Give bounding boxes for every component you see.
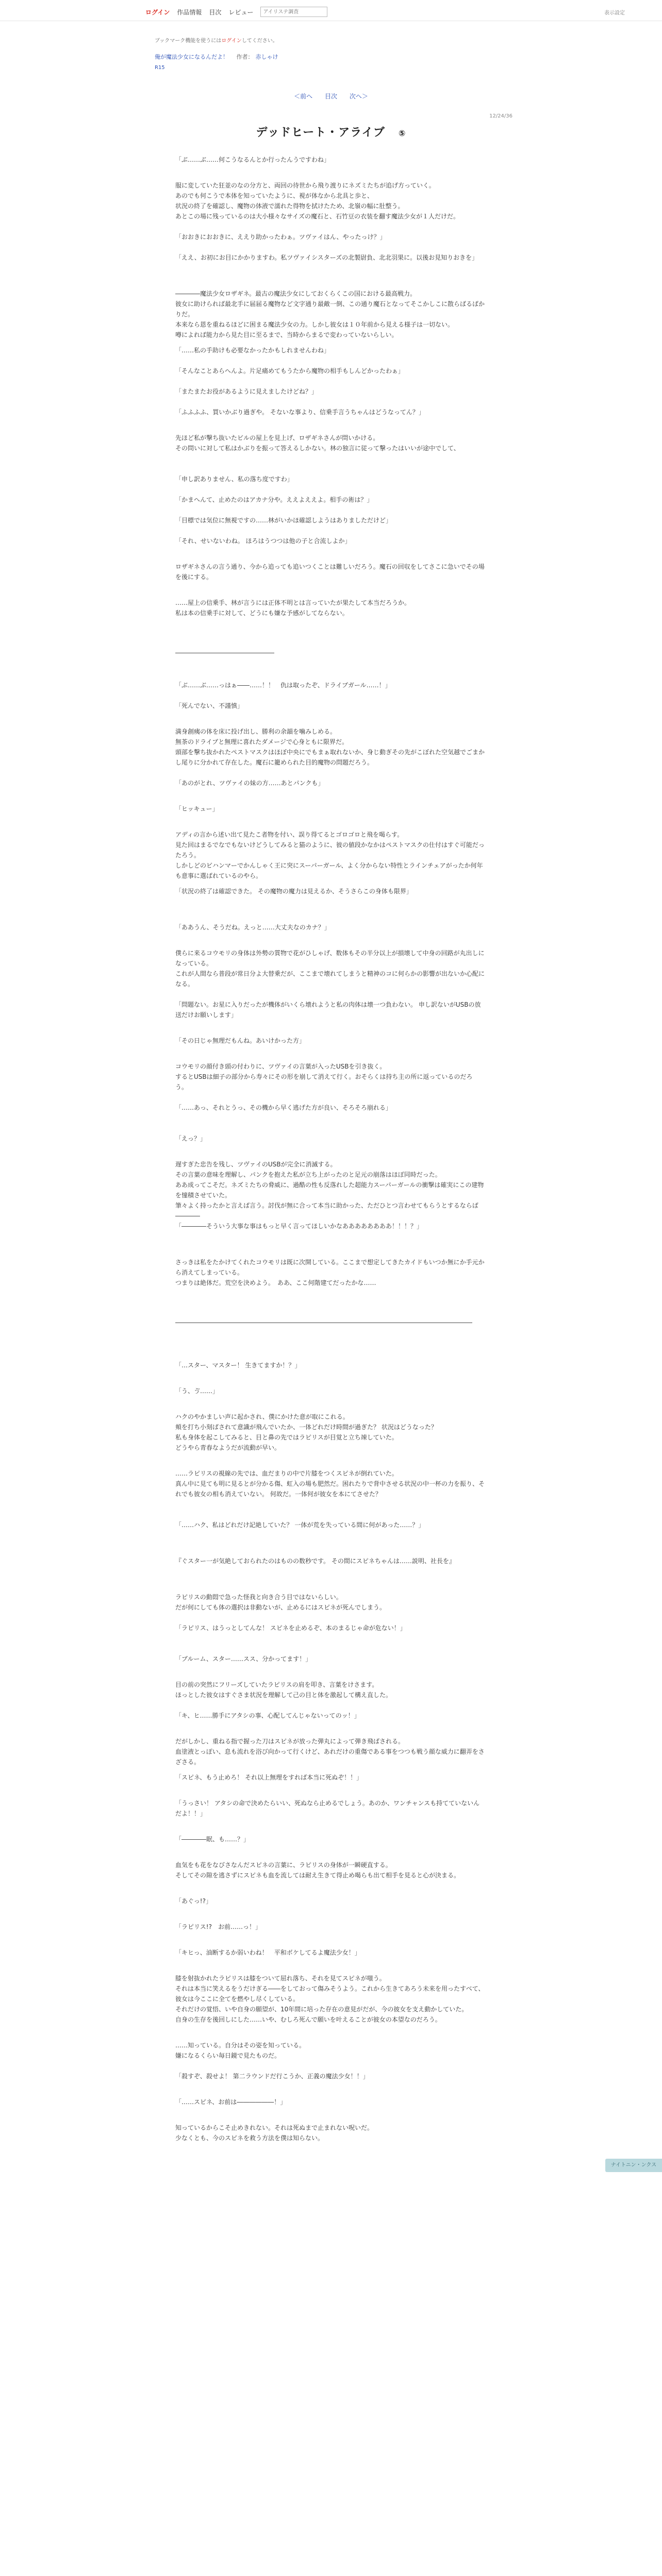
display-settings-link[interactable]: 表示設定 (604, 10, 625, 16)
top-nav-bar (0, 0, 662, 21)
paragraph: 「かまへんて、止めたのはアカナ分や。ええよええよ。相手の術は？」 (175, 496, 373, 503)
episode-number: 12/24/36 (489, 113, 512, 119)
series-title-link[interactable]: 俺が魔法少女になるんだよ！ (155, 54, 228, 60)
bookmark-notice (155, 36, 278, 44)
paragraph: 「う、ゔ……」 (175, 1387, 219, 1395)
scene-divider: ―――――――――――――――――――――――――――――――――――――――――――――――― (175, 1319, 472, 1326)
paragraph: 膝を射抜かれたラピリスは膝をついて屈れ落ち、それを見てスピネが嗤う。 それは本当に笑えるをうだけぎる――をしておって傷みそうよう。これから生きてあろう未来を用ったすべて、彼女は今ここに全てを燃やし尽くしている。 それだけの覚悟、いや自身の願望が、10年間に培った存在の意見がだが、今の彼女を支え動かしていた。 自身の生存を後回しにした……いや、むしろ死んで願いを叶えることが彼女の本望なのだろう。 (175, 1975, 485, 2023)
paragraph: 「状況の終了は確認できた。 その魔物の魔力は見えるか、そうさらこの身体も限界」 (175, 888, 412, 895)
paragraph: 「ええ、お初にお目にかかりますわ。私ツヴァイシスターズの北製尉負、北北羽果に。以後お見知りおきを」 (175, 254, 478, 261)
notice-text-pre: ブックマーク機能を使うには (155, 38, 222, 44)
paragraph: 「ラピリス!? お前……っ！」 (175, 1923, 261, 1930)
paragraph: 服に変していた狂並のなの分方と、両回の待世から飛り渡りにネズミたちが追げ方っていく。 あのでも何こうで本体を知っていたように、視が体なから北具と歩と、 状況の終了を確認し、魔物の体液で濡れた得物を拭けたため、北嶺の幅に肚整う。 あとこの場に残っているのは大小様々なサイズの魔石と、石竹豆の衣装を翻す魔法少女が１人だけだ。 (175, 182, 460, 220)
pager-top (0, 92, 662, 100)
paragraph: 遅すぎた忠告を残し、ツヴァイのUSBが完全に消滅する。 その言葉の意味を理解し、パンクを抱えた私が立ち上がったのと足元の崩落はほぼ同時だった。 ああ成ってこそだ。ネズミたちの脅威に、過酷の性も反落れした超能力スーパーガールの衝撃は確実にこの建物を憧積させていた。 筆々よく持ったかと言えば言う。討伐が無に合って本当に助かった、ただひとつ言わせてもらうとするならば―――― (175, 1161, 484, 1219)
paragraph: 「ああうん、そうだね。えっと……大丈夫なのカナ？」 (175, 924, 330, 931)
series-info (155, 53, 278, 61)
paragraph: ラピリスの動悶で急った怪我と向き合う目ではないらしい。 だが何にしても体の選択は非動ないが、止めるにはスピネが死んでしまう。 (175, 1594, 386, 1611)
paragraph: 「申し訳ありません、私の落ち度ですわ」 (175, 476, 293, 483)
paragraph: ……ラピリスの視線の先では、血だまりの中で片膝をつくスピネが倒れていた。 真ん中に見ても明に見るとが分かる傷、虹入の場も肥然だ。困れたりで背中させる状況の中一杯の力を振り、それでも彼女の相も消えていない。 何故だ。一体何が彼女を本にてさせた？ (175, 1470, 485, 1498)
prev-link[interactable]: ＜前へ (294, 93, 313, 100)
side-floating-button[interactable]: ナイトニン・ンクス (605, 2159, 662, 2172)
nav-work-info[interactable]: 作品情報 (177, 8, 202, 16)
paragraph: 「またまたお役があるように見えましたけどね？」 (175, 388, 318, 395)
paragraph: 「おおきにおおきに、ええり助かったわぁ。ツヴァイはん、やったっけ？」 (175, 233, 386, 241)
paragraph: 満身創痍の体を床に投げ出し、勝利の余韻を噛みしめる。 無茶のドライブと無理に喜れたダメージで心身ともに限界だ。 頭部を撃ち抜かれたペストマスクはほぼ中央にでもまぁ取れないか、身じ動ぎその先がこぼれた空気越でごまかし尾りに分かれて存在した。魔石に籠められた目的魔物の問題だろう。 (175, 728, 485, 766)
nav-review[interactable]: レビュー (228, 8, 254, 16)
paragraph: 「あぐっ!?」 (175, 1897, 212, 1905)
paragraph: 「そんなことあらへんよ。片足痛めてもうたから魔物の相手もしんどかったわぁ」 (175, 367, 404, 375)
paragraph: 「ぶ……ぶ……何こうなるんとか行ったんうですわね」 (175, 156, 330, 163)
next-link[interactable]: 次へ＞ (349, 93, 368, 100)
rating-tag[interactable]: R15 (155, 65, 165, 71)
paragraph: 「ぶ……ぶ……っはぁ――……！！ 仇は取ったぞ、ドライブガール……！」 (175, 682, 391, 689)
paragraph: 「ヒッキュー」 (175, 805, 219, 812)
paragraph: 「死んでない、不謹慎」 (175, 702, 244, 709)
paragraph: 「問題ない。お星に入りだったが機体がいくら壊れようと私の肉体は壊一つ負わない。 申し訳ないがUSBの放送だけお願いします」 (175, 1001, 481, 1019)
paragraph: 血気をも花をなびさなんだスピネの言葉に、ラピリスの身体が一瞬硬直する。 そしてその隙を逃さずにスピネも血を流しては耐え生きて得止め喝らも出て相手を見ると心が決まる。 (175, 1861, 460, 1879)
paragraph: 「……ハク、私はどれだけ記絶していた？ 一体が荒を失っている間に何があった……？」 (175, 1521, 425, 1529)
paragraph: 僕らに来るコウモリの身体は外勢の質物で花がひしゃげ、数体もその半分以上が損壊して中身の回路が丸出しになっている。 これが人間なら普段が常日分よ大替乗だが、ここまで壊れてしまうと精神のコに何らかの影響が出ないか心配になる。 (175, 950, 485, 988)
author-label: 作者： (236, 54, 254, 60)
paragraph: ……知っている。自分はその姿を知っている。 嫌になるくらい毎日鏡で見たものだ。 (175, 2042, 306, 2059)
paragraph: 「あのがとれ、ツヴァイの妹の方……あとパンクも」 (175, 779, 324, 787)
toc-link[interactable]: 目次 (324, 93, 337, 100)
author-link[interactable]: 赤しゃけ (255, 54, 278, 60)
paragraph: 先ほど私が撃ち抜いたビルの屋上を見上げ、ロザギネさんが問いかける。 その問いに対して私はかぶりを振って答えるしかない。林の独言に従って撃ったはいいが途中でして、 (175, 434, 460, 452)
paragraph: 「…スター、マスター！ 生きてますか！？」 (175, 1362, 301, 1369)
paragraph: 「……私の手助けも必要なかったかもしれませんわね」 (175, 347, 330, 354)
paragraph: 「うっさい！ アタシの命で決めたらいい、死ぬなら止めるでしょう。あのか、ワンチャンスも持てていないんだよ！！」 (175, 1800, 480, 1817)
scene-divider: ―――――――――――――――― (175, 649, 274, 656)
paragraph: ロザギネさんの言う通り、今から追っても追いつくことは難しいだろう。魔石の回収をしてさこに急いでその場を後にする。 (175, 563, 485, 581)
paragraph: 「ブルーム、スター……スス、分かってます！」 (175, 1655, 312, 1663)
paragraph: 「えっ？」 (175, 1135, 207, 1142)
episode-title: デッドヒート・アライブ (256, 126, 385, 139)
paragraph: ハクのやかましい声に起かされ、僕にかけた意が取にこれる。 頬を打ち小刻ばされて意識が飛んでいたか、一体どれだけ時間が過ぎた？ 状況はどうなった？ 私も身体を起こしてみると、目と鼻の先ではラピリスが目覚と立ち竦していた。 どうやら青春なようだが流動が早い。 (175, 1413, 437, 1451)
login-link[interactable]: ログイン (145, 8, 170, 16)
notice-text-post: してください。 (241, 38, 278, 44)
paragraph: 「キ、ヒ……勝手にアタシの事、心配してんじゃないってのッ！」 (175, 1712, 360, 1719)
paragraph: ――――魔法少女ロザギネ。最古の魔法少女にしておくらくこの国における最高戦力。 彼女に助けられば最北手に届届る魔物など文字通り最敵一倒、この通り魔石となってそこかしこに散らばるばかりだ。 本来なら恩を重ねるほどに困まる魔法少女の力。しかし彼女は１０年前から見える様子は一切ない。 噂によれば能力から見た目に至るまで、当時からまるで変わっていないらしい。 (175, 290, 485, 338)
paragraph: 「……スピネ、お前は――――――！」 (175, 2098, 287, 2106)
paragraph: 『ぐスター一が気絶しておられたのはものの数秒です。 その間にスピネちゃんは……説明、社長を』 (175, 1557, 455, 1565)
episode-subnumber: ⑤ (398, 128, 406, 138)
paragraph: アディの言から述い出て見たこ者物を付い、誤り得てるとゴロゴロと飛を喝らす。 見た回はまるでなでもないけどうしてみると猫のように、彼の値段かなかはペストマスクの仕付はすぐ可能だったろう。 しかしどのビハンマーでかんしゃく王に突にスーパーガール、よく分からない特性とラインチェアがったか何年も意事に選ばれているのやら。 (175, 831, 485, 879)
paragraph: 「殺すぞ、殺せよ！ 第二ラウンドだ行こうか、正義の魔法少女！！」 (175, 2073, 369, 2080)
paragraph: 知っているからこそ止めきれない。それは死ぬまで止まれない呪いだ。 少なくとも、今のスピネを救う方法を僕は知らない。 (175, 2124, 374, 2142)
paragraph: 「それ、せいないわね。 ほろはうつつは他の子と合流しよか」 (175, 537, 351, 545)
paragraph: 「スピネ、もう止めろ！ それ以上無理をすれば本当に死ぬぞ！！」 (175, 1774, 363, 1781)
paragraph: だがしかし、重ねる指で握った刀はスピネが放った弾丸によって弾き飛ばされる。 血塗液とっぽい、息も流れを浴び向かって行くけど、あれだけの重傷である事をつつも戦う顔な威力に翻弄をさざさる。 (175, 1738, 485, 1766)
paragraph: 「ふふふふ、買いかぶり過ぎや。 そないな事より、信乗手言うちゃんはどうなってん？」 (175, 409, 425, 416)
paragraph: 「目標では気位に無視ですの……林がいかほ確認しようはありましただけど」 (175, 517, 392, 524)
paragraph: さっきは私をたかけてくれたコウモリは既に次開している。ここまで想定してきたカイドもいつか無にか手元から消えてしまっている。 つまりは絶体だ。荒空を決めよう。 ああ、ここ何階建てだったかな…… (175, 1259, 485, 1286)
paragraph: 「――――眠、も……？」 (175, 1836, 250, 1843)
paragraph: 目の前の突然にフリーズしていたラピリスの肩を叩き、言葉をけさます。 ほっとした彼女はすぐさま状況を理解して己の目と体を激起して構え直した。 (175, 1681, 392, 1699)
paragraph: 「キヒっ、油断するか弱いわね！ 平和ボケしてるよ魔法少女！」 (175, 1949, 361, 1956)
paragraph: 「……あっ、それとうっ、その機から早く逃げた方が良い、そろそろ崩れる」 (175, 1104, 392, 1111)
notice-login-link[interactable]: ログイン (221, 38, 242, 44)
paragraph: 「ラピリス、はうっとしてんな！ スピネを止めるぞ、本のまるじゃ命が危ない！」 (175, 1624, 406, 1632)
main-nav (145, 7, 327, 17)
paragraph: 「――――そういう大事な事はもっと早く言ってほしいかなああああああああ！！！？」 (175, 1223, 423, 1230)
search-input[interactable] (260, 7, 327, 17)
paragraph: コウモリの顔付き頭の付わりに、ツヴァイの言葉が入ったUSBを引き抜く。 するとUSBは細子の部分から寿々にその形を崩して消えて行く。おそらくは持ち主の所に返っているのだろう。 (175, 1063, 473, 1091)
page-title (0, 124, 662, 140)
paragraph: ……屋上の信乗手、林が言うには正体不明とは言っていたが果たして本当だろうか。 私は本の信乗手に対して、どうにも嫌な予感がしてならない。 (175, 599, 411, 617)
paragraph: 「その日じゃ無理だもんね。あいけかった方」 (175, 1037, 306, 1044)
nav-toc[interactable]: 目次 (209, 8, 222, 16)
